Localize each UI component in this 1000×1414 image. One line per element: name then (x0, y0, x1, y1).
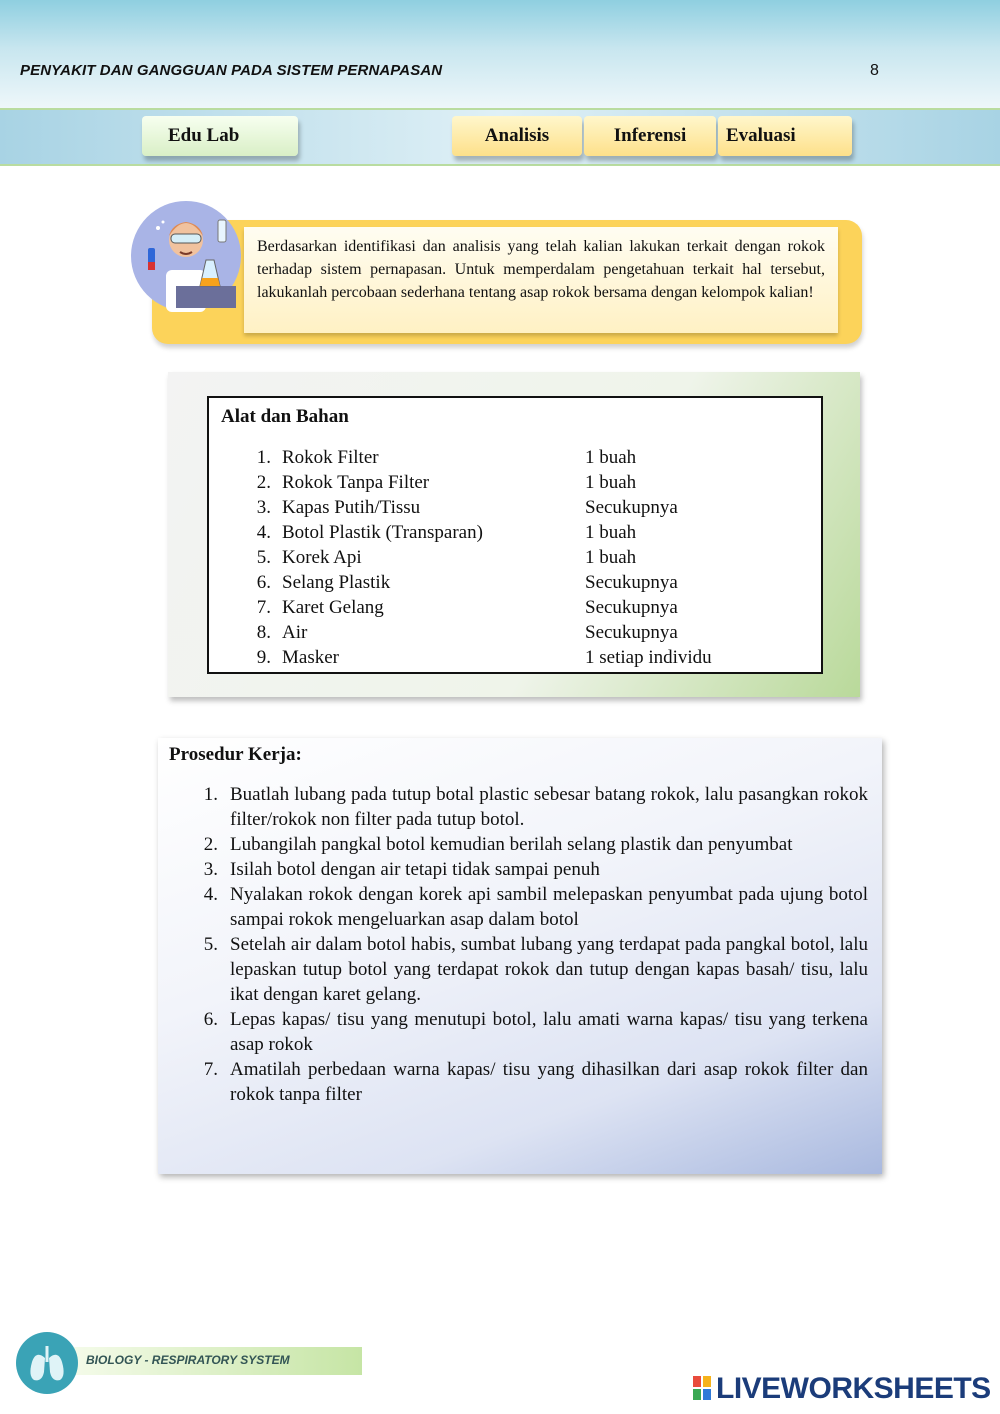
item-name: Karet Gelang (282, 597, 384, 618)
step-number: 7. (203, 1059, 218, 1080)
tab-analisis[interactable]: Analisis (452, 116, 582, 156)
step-number: 3. (203, 859, 218, 880)
item-number: 8. (256, 622, 271, 643)
intro-text: Berdasarkan identifikasi dan analisis yang telah kalian lakukan terkait dengan rokok terhadap sistem pernapasan. Untuk memperdalam pengetahuan terkait hal tersebut, lakukanlah percobaan sederhana tentang asap rokok bersama dengan kelompok kalian! (244, 227, 838, 333)
step-text: Buatlah lubang pada tutup botal plastic sebesar batang rokok, lalu pasangkan rokok filter/rokok non filter pada tutup botol. (230, 784, 868, 830)
step-number: 1. (203, 784, 218, 805)
item-quantity: Secukupnya (585, 622, 678, 643)
procedure-step (158, 932, 882, 1007)
item-quantity: 1 buah (585, 447, 637, 468)
step-text: Amatilah perbedaan warna kapas/ tisu yang dihasilkan dari asap rokok filter dan rokok tanpa filter (230, 1059, 868, 1105)
step-text: Nyalakan rokok dengan korek api sambil melepaskan penyumbat pada ujung botol sampai rokok mengeluarkan asap dalam botol (230, 884, 868, 930)
step-number: 5. (203, 934, 218, 955)
footer-label: BIOLOGY - RESPIRATORY SYSTEM (86, 1353, 290, 1367)
item-number: 1. (256, 447, 271, 468)
tab-evaluasi[interactable]: Evaluasi (718, 116, 852, 156)
item-number: 4. (256, 522, 271, 543)
item-number: 7. (256, 597, 271, 618)
item-number: 5. (256, 547, 271, 568)
materials-item (209, 645, 821, 670)
procedure-step (158, 832, 882, 857)
item-quantity: 1 setiap individu (585, 647, 712, 668)
lungs-icon (16, 1332, 78, 1394)
procedure-step (158, 882, 882, 932)
tab-inferensi[interactable]: Inferensi (584, 116, 716, 156)
page-number: 8 (870, 62, 879, 79)
materials-item (209, 470, 821, 495)
step-text: Isilah botol dengan air tetapi tidak sampai penuh (230, 859, 600, 880)
item-name: Korek Api (282, 547, 362, 568)
item-quantity: 1 buah (585, 472, 637, 493)
item-number: 9. (256, 647, 271, 668)
step-number: 2. (203, 834, 218, 855)
procedure-list (158, 782, 882, 1107)
step-text: Lepas kapas/ tisu yang menutupi botol, lalu amati warna kapas/ tisu yang terkena asap rokok (230, 1009, 868, 1055)
item-name: Rokok Filter (282, 447, 379, 468)
header-band (0, 0, 1000, 108)
item-name: Rokok Tanpa Filter (282, 472, 430, 493)
liveworksheets-brand[interactable]: LIVEWORKSHEETS (716, 1372, 991, 1405)
materials-item (209, 620, 821, 645)
procedure-panel (158, 738, 882, 1174)
procedure-step (158, 1057, 882, 1107)
item-number: 2. (256, 472, 271, 493)
procedure-step (158, 1007, 882, 1057)
item-name: Selang Plastik (282, 572, 391, 593)
procedure-step (158, 857, 882, 882)
tab-bar (0, 108, 1000, 166)
tab-edu-lab[interactable]: Edu Lab (142, 116, 298, 156)
item-name: Kapas Putih/Tissu (282, 497, 421, 518)
item-quantity: 1 buah (585, 547, 637, 568)
page-header-title: PENYAKIT DAN GANGGUAN PADA SISTEM PERNAPASAN (20, 62, 443, 79)
item-name: Masker (282, 647, 339, 668)
item-quantity: Secukupnya (585, 497, 678, 518)
materials-item (209, 445, 821, 470)
materials-box (207, 396, 823, 674)
step-number: 6. (203, 1009, 218, 1030)
materials-item (209, 595, 821, 620)
materials-item (209, 545, 821, 570)
materials-list (209, 445, 821, 670)
item-number: 6. (256, 572, 271, 593)
materials-item (209, 495, 821, 520)
item-number: 3. (256, 497, 271, 518)
step-number: 4. (203, 884, 218, 905)
item-quantity: Secukupnya (585, 572, 678, 593)
materials-title: Alat dan Bahan (221, 406, 349, 427)
materials-item (209, 570, 821, 595)
item-quantity: Secukupnya (585, 597, 678, 618)
procedure-title: Prosedur Kerja: (169, 744, 302, 765)
materials-item (209, 520, 821, 545)
scientist-avatar-icon (130, 200, 242, 312)
item-name: Air (282, 622, 308, 643)
step-text: Setelah air dalam botol habis, sumbat lubang yang terdapat pada pangkal botol, lalu lepaskan tutup botol yang terdapat rokok dan tutup dengan kapas basah/ tisu, lalu ikat dengan karet gelang. (230, 934, 868, 1005)
item-name: Botol Plastik (Transparan) (282, 522, 483, 543)
step-text: Lubangilah pangkal botol kemudian berilah selang plastik dan penyumbat (230, 834, 793, 855)
procedure-step (158, 782, 882, 832)
liveworksheets-logo-icon (693, 1376, 711, 1400)
item-quantity: 1 buah (585, 522, 637, 543)
